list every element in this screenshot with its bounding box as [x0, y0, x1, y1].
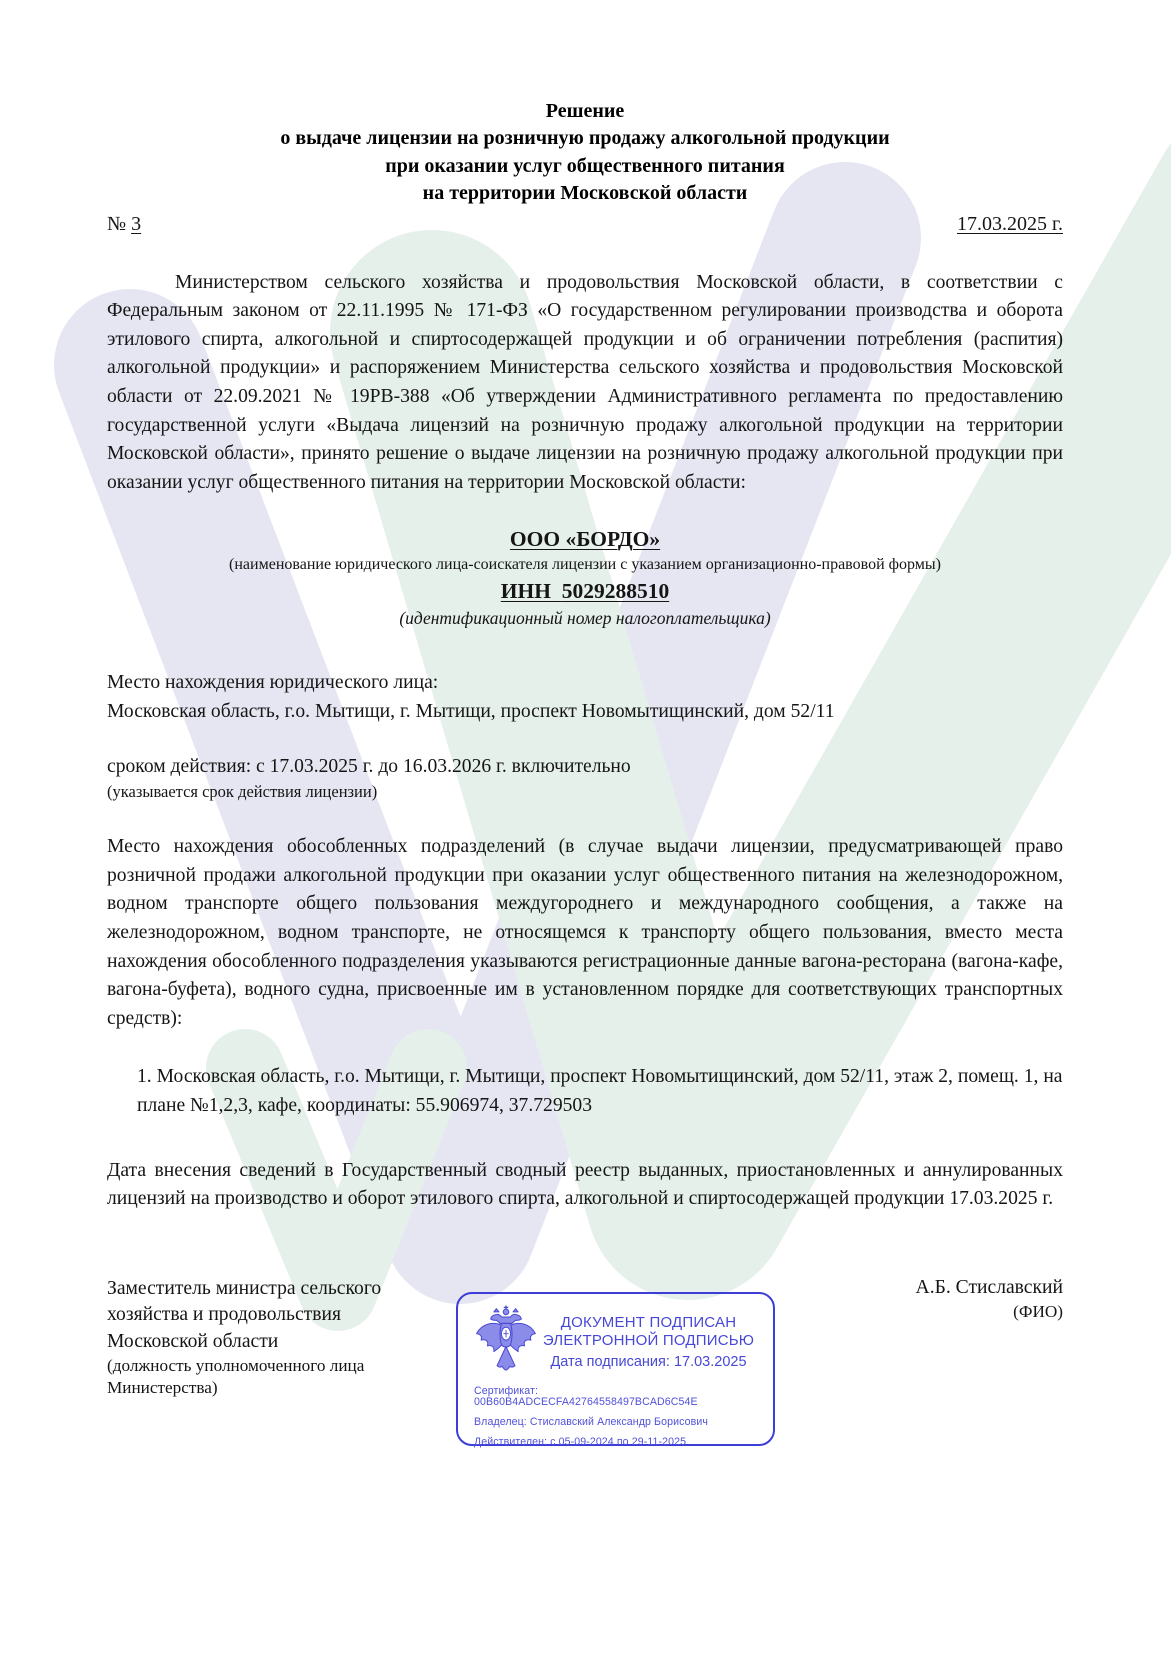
inn-value: 5029288510: [561, 579, 670, 604]
document-title: [107, 98, 1063, 208]
stamp-title-block: [538, 1314, 759, 1370]
signer-name-caption: (ФИО): [1013, 1301, 1063, 1321]
stamp-certificate: Сертификат: 00B60B4ADCECFA42764558497BCAD6C54E: [474, 1384, 698, 1408]
position-line-3: Московской области: [107, 1330, 279, 1352]
position-caption-line-1: (должность уполномоченного лица: [107, 1356, 365, 1376]
document-number: [107, 213, 141, 236]
electronic-signature-stamp: [456, 1292, 775, 1446]
signer-position-block: [107, 1276, 477, 1400]
intro-paragraph: Министерством сельского хозяйства и продовольствия Московской области, в соответствии с Федеральным законом от 22.11.1995 № 171-ФЗ «О государственном регулировании производства и оборота этилового спирта, алкогольной и спиртосодержащей продукции и об ограничении потребления (распития) алкогольной продукции» и распоряжением Министерства сельского хозяйства и продовольствия Московской области от 22.09.2021 № 19РВ-388 «Об утверждении Административного регламента по предоставлению государственной услуги «Выдача лицензий на розничную продажу алкогольной продукции на территории Московской области», принято решение о выдаче лицензии на розничную продажу алкогольной продукции при оказании услуг общественного питания на территории Московской области:: [107, 271, 1063, 493]
inn-label: ИНН: [500, 579, 551, 604]
validity-line: сроком действия: с 17.03.2025 г. до 16.03.2026 г. включительно: [107, 755, 631, 777]
number-date-row: [107, 213, 1063, 236]
position-caption-line-2: Министерства): [107, 1378, 218, 1398]
stamp-owner: Владелец: Стиславский Александр Борисович: [474, 1415, 708, 1428]
stamp-line-1: ДОКУМЕНТ ПОДПИСАН: [560, 1313, 737, 1331]
position-line-2: хозяйства и продовольствия: [107, 1304, 341, 1326]
coat-of-arms-icon: [474, 1304, 538, 1380]
validity-caption: (указывается срок действия лицензии): [107, 782, 378, 802]
branch-item: 1. Московская область, г.о. Мытищи, г. Мытищи, проспект Новомытищинский, дом 52/11, этаж 2, помещ. 1, на плане №1,2,3, кафе, координаты: 55.906974, 37.729503: [137, 1066, 1063, 1116]
stamp-header: [474, 1304, 759, 1380]
inn-line: [107, 579, 1063, 604]
stamp-validity: Действителен: с 05-09-2024 по 29-11-2025: [474, 1435, 687, 1448]
organization-name-text: ООО «БОРДО»: [509, 527, 661, 552]
position-line-1: Заместитель министра сельского: [107, 1277, 382, 1299]
location-value: Московская область, г.о. Мытищи, г. Мытищи, проспект Новомытищинский, дом 52/11: [107, 700, 835, 722]
title-line-4: на территории Московской области: [422, 182, 748, 205]
organization-name: [107, 527, 1063, 552]
branches-paragraph: Место нахождения обособленных подразделений (в случае выдачи лицензии, предусматривающей право розничной продажи алкогольной продукции при оказании услуг общественного питания на железнодорожном, водном транспорте общего пользования междугороднего и международного сообщения, а также на железнодорожном, водном транспорте, не относящемся к транспорту общего пользования, вместо места нахождения обособленного подразделения указываются регистрационные данные вагона-ресторана (вагона-кафе, вагона-буфета), водного судна, присвоенные им в установленном порядке для соответствующих транспортных средств):: [107, 836, 1063, 1029]
location-heading: Место нахождения юридического лица:: [107, 672, 439, 694]
stamp-line-2: ЭЛЕКТРОННОЙ ПОДПИСЬЮ: [542, 1332, 755, 1350]
title-line-3: при оказании услуг общественного питания: [385, 154, 785, 177]
organization-name-caption: (наименование юридического лица-соискателя лицензии с указанием организационно-правовой формы): [229, 556, 941, 574]
title-line-1: Решение: [545, 100, 625, 122]
inn-caption: (идентификационный номер налогоплательщика): [399, 608, 771, 629]
number-value: 3: [131, 212, 142, 235]
document-date: 17.03.2025 г.: [957, 212, 1063, 235]
signer-name-block: [916, 1276, 1063, 1324]
signer-name: А.Б. Стиславский: [915, 1276, 1063, 1298]
signature-area: [107, 1276, 1063, 1576]
title-line-2: о выдаче лицензии на розничную продажу алкогольной продукции: [280, 127, 890, 150]
stamp-signing-date: Дата подписания: 17.03.2025: [550, 1353, 747, 1370]
inn-gap: [551, 579, 562, 603]
document-body: [0, 98, 1171, 1576]
number-label: №: [107, 212, 127, 235]
registry-paragraph: Дата внесения сведений в Государственный сводный реестр выданных, приостановленных и аннулированных лицензий на производство и оборот этилового спирта, алкогольной и спиртосодержащей продукции 17.03.2025 г.: [107, 1159, 1063, 1210]
